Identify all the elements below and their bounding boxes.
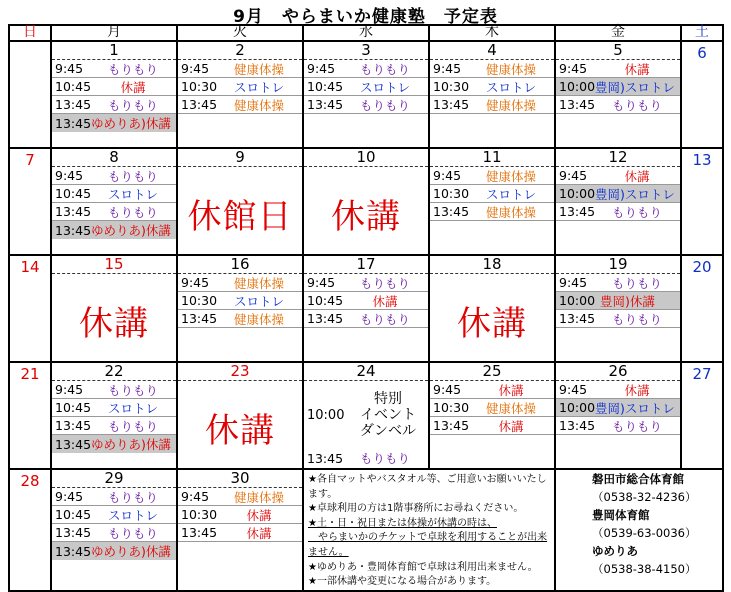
saturday-cell — [681, 41, 723, 148]
class-time: 9:45 — [433, 382, 462, 397]
saturday-cell — [681, 362, 723, 469]
weekday-wed: 水 — [303, 25, 429, 41]
day-number: 15 — [52, 256, 176, 274]
contact-name: 豊岡体育館 — [592, 508, 650, 522]
class-name: 豊岡)スロトレ — [595, 400, 675, 416]
schedule-row — [178, 506, 302, 524]
sunday-cell — [9, 469, 51, 591]
class-time: 10:45 — [307, 79, 344, 94]
schedule-row — [52, 417, 176, 435]
class-name: もりもり — [359, 275, 410, 291]
class-time: 10:00 — [559, 186, 596, 201]
class-time: 13:45 — [307, 311, 344, 326]
class-time: 10:45 — [55, 507, 92, 522]
class-name: 休講 — [624, 61, 650, 77]
schedule-row — [430, 381, 554, 399]
class-time: 9:45 — [55, 489, 84, 504]
schedule-row — [178, 96, 302, 114]
class-time: 10:45 — [55, 79, 92, 94]
schedule-row — [430, 114, 554, 132]
class-name: 健康体操 — [485, 400, 536, 416]
note-line: ★卓球利用の方は1階事務所にお尋ねください。 — [308, 503, 524, 515]
class-name: 豊岡)スロトレ — [595, 79, 675, 95]
schedule-row — [556, 60, 680, 78]
day-number: 4 — [430, 42, 554, 60]
day-number: 16 — [178, 256, 302, 274]
sunday-cell — [9, 148, 51, 255]
contacts-cell — [555, 469, 723, 591]
class-name: 休講 — [498, 382, 524, 398]
day-cell — [51, 255, 177, 362]
schedule-row — [178, 542, 302, 560]
day-cell — [555, 362, 681, 469]
schedule-row — [304, 78, 428, 96]
day-cell — [555, 148, 681, 255]
day-number: 18 — [430, 256, 554, 274]
contact-name: 磐田市総合体育館 — [592, 472, 684, 486]
class-name: もりもり — [611, 311, 662, 327]
schedule-row — [430, 167, 554, 185]
class-name: もりもり — [611, 97, 662, 113]
schedule-row — [304, 328, 428, 346]
class-name: もりもり — [611, 275, 662, 291]
weekday-sat: 土 — [681, 25, 723, 41]
schedule-row — [556, 435, 680, 453]
day-number: 27 — [692, 365, 712, 383]
day-cell — [51, 469, 177, 591]
class-time: 10:00 — [559, 79, 596, 94]
schedule-row — [304, 96, 428, 114]
class-time: 13:45 — [559, 418, 596, 433]
event-line: 特別 — [374, 391, 402, 407]
schedule-row — [430, 399, 554, 417]
sunday-cell — [9, 41, 51, 148]
schedule-row — [52, 524, 176, 542]
schedule-row — [556, 381, 680, 399]
class-name: 健康体操 — [485, 61, 536, 77]
schedule-row — [178, 310, 302, 328]
schedule-row — [430, 221, 554, 239]
class-name: スロトレ — [233, 293, 284, 309]
class-time: 9:45 — [559, 61, 588, 76]
day-cell — [51, 41, 177, 148]
class-time: 10:30 — [181, 79, 218, 94]
sunday-cell — [9, 362, 51, 469]
sunday-cell — [9, 255, 51, 362]
class-name: ゆめりあ)休講 — [91, 223, 171, 238]
day-number: 14 — [20, 258, 40, 276]
schedule-row — [52, 381, 176, 399]
schedule-row — [556, 274, 680, 292]
day-number: 10 — [304, 149, 428, 167]
note-line: やらまいかのチケットで卓球を利用することが出来ません。 — [308, 532, 548, 558]
schedule-row — [556, 292, 680, 310]
day-cell — [429, 255, 555, 362]
week-row — [9, 41, 723, 148]
class-name: ゆめりあ)休講 — [91, 544, 171, 559]
day-cell — [303, 255, 429, 362]
schedule-row — [178, 292, 302, 310]
contact-phone: （0539-63-0036） — [592, 526, 697, 540]
class-name: 健康体操 — [233, 275, 284, 291]
class-time: 13:45 — [307, 450, 344, 466]
class-name: 豊岡)スロトレ — [595, 186, 675, 202]
day-number: 23 — [178, 363, 302, 381]
event-line: イベント — [360, 407, 416, 423]
schedule-row — [178, 328, 302, 346]
schedule-row — [304, 114, 428, 132]
weekday-header-row — [9, 25, 723, 41]
class-name: もりもり — [359, 97, 410, 113]
class-time: 13:45 — [55, 543, 92, 559]
class-time: 13:45 — [55, 115, 92, 131]
class-time: 9:45 — [307, 275, 336, 290]
class-time: 13:45 — [55, 222, 92, 238]
class-name: 豊岡)休講 — [600, 293, 655, 309]
day-cell — [303, 148, 429, 255]
day-number: 13 — [692, 151, 712, 169]
class-name: スロトレ — [107, 186, 158, 202]
day-number: 24 — [304, 363, 428, 381]
schedule-row — [430, 417, 554, 435]
week-row — [9, 362, 723, 469]
schedule-row — [52, 221, 176, 239]
day-cell — [177, 255, 303, 362]
schedule-row — [52, 399, 176, 417]
schedule-row — [52, 114, 176, 132]
class-time: 10:30 — [433, 186, 470, 201]
day-number: 11 — [430, 149, 554, 167]
event-time: 10:00 — [307, 407, 345, 423]
class-name: 健康体操 — [485, 168, 536, 184]
class-time: 13:45 — [181, 525, 218, 540]
schedule-row — [178, 114, 302, 132]
class-name: 健康体操 — [233, 97, 284, 113]
class-time: 13:45 — [433, 418, 470, 433]
event-name — [348, 391, 428, 439]
day-number: 21 — [20, 365, 40, 383]
schedule-row — [556, 328, 680, 346]
schedule-row — [178, 274, 302, 292]
schedule-row — [52, 542, 176, 560]
class-time: 9:45 — [55, 61, 84, 76]
class-name: 健康体操 — [485, 97, 536, 113]
class-name: もりもり — [107, 97, 158, 113]
day-cell — [177, 148, 303, 255]
class-time: 9:45 — [433, 61, 462, 76]
schedule-row — [52, 203, 176, 221]
contact-name: ゆめりあ — [592, 544, 638, 558]
note-line: ★ゆめりあ・豊岡体育館で卓球は利用出来ません。 — [308, 561, 538, 573]
day-number: 29 — [52, 470, 176, 488]
weekday-fri: 金 — [555, 25, 681, 41]
weekday-sun: 日 — [9, 25, 51, 41]
class-name: スロトレ — [485, 79, 536, 95]
schedule-row — [556, 399, 680, 417]
class-name: 休講 — [624, 382, 650, 398]
notes-cell — [303, 469, 555, 591]
schedule-row — [52, 185, 176, 203]
day-cell — [429, 41, 555, 148]
schedule-row — [52, 167, 176, 185]
closed-notice: 休館日 — [187, 197, 293, 237]
class-name: 健康体操 — [233, 61, 284, 77]
class-time: 13:45 — [307, 97, 344, 112]
class-name: もりもり — [359, 61, 410, 77]
class-time: 9:45 — [433, 168, 462, 183]
schedule-row — [52, 60, 176, 78]
class-time: 9:45 — [559, 168, 588, 183]
contact-phone: （0538-38-4150） — [592, 562, 697, 576]
schedule-row — [556, 96, 680, 114]
day-number: 26 — [556, 363, 680, 381]
class-name: もりもり — [611, 204, 662, 220]
day-number: 28 — [20, 472, 40, 490]
schedule-row — [430, 203, 554, 221]
schedule-row — [556, 114, 680, 132]
class-time: 13:45 — [433, 97, 470, 112]
weekday-mon: 月 — [51, 25, 177, 41]
day-number: 7 — [25, 151, 35, 169]
schedule-row — [430, 78, 554, 96]
day-number: 5 — [556, 42, 680, 60]
class-name: スロトレ — [107, 400, 158, 416]
class-time: 9:45 — [55, 382, 84, 397]
schedule-row — [556, 185, 680, 203]
class-name: もりもり — [107, 382, 158, 398]
class-time: 13:45 — [181, 311, 218, 326]
class-name: もりもり — [107, 61, 158, 77]
week-row — [9, 148, 723, 255]
schedule-row — [430, 435, 554, 453]
class-time: 13:45 — [181, 97, 218, 112]
class-name: スロトレ — [485, 186, 536, 202]
day-number: 30 — [178, 470, 302, 488]
day-number: 6 — [697, 44, 707, 62]
contact-phone: （0538-32-4236） — [592, 490, 697, 504]
event-line: ダンベル — [359, 423, 417, 439]
schedule-row — [52, 488, 176, 506]
class-time: 9:45 — [559, 275, 588, 290]
schedule-row — [304, 274, 428, 292]
day-cell — [303, 41, 429, 148]
day-number — [10, 42, 50, 44]
day-number: 3 — [304, 42, 428, 60]
special-event — [304, 381, 428, 449]
day-cell — [51, 362, 177, 469]
note-line: ★一部休講や変更になる場合があります。 — [308, 576, 497, 588]
day-cell — [429, 148, 555, 255]
schedule-row — [556, 310, 680, 328]
schedule-row — [178, 524, 302, 542]
day-cell — [177, 469, 303, 591]
class-time: 9:45 — [559, 382, 588, 397]
class-name: 健康体操 — [233, 311, 284, 327]
schedule-row — [556, 417, 680, 435]
schedule-row — [304, 449, 428, 467]
class-time: 10:45 — [55, 400, 92, 415]
class-name: 健康体操 — [485, 204, 536, 220]
class-name: もりもり — [107, 489, 158, 505]
saturday-cell — [681, 255, 723, 362]
class-time: 13:45 — [55, 525, 92, 540]
class-time: 10:30 — [181, 507, 218, 522]
day-number: 1 — [52, 42, 176, 60]
class-time: 13:45 — [55, 97, 92, 112]
saturday-cell — [681, 148, 723, 255]
day-number: 12 — [556, 149, 680, 167]
class-name: 休講 — [246, 507, 272, 523]
class-name: スロトレ — [359, 79, 410, 95]
class-name: ゆめりあ)休講 — [91, 437, 171, 452]
day-number: 22 — [52, 363, 176, 381]
class-name: ゆめりあ)休講 — [91, 116, 171, 131]
weekday-tue: 火 — [177, 25, 303, 41]
day-cell — [555, 41, 681, 148]
class-time: 10:30 — [181, 293, 218, 308]
day-cell — [51, 148, 177, 255]
contacts-list — [556, 470, 722, 578]
class-name: 休講 — [372, 293, 398, 309]
schedule-row — [52, 506, 176, 524]
class-name: もりもり — [359, 451, 410, 466]
weekday-thu: 木 — [429, 25, 555, 41]
schedule-row — [178, 60, 302, 78]
class-name: 健康体操 — [233, 489, 284, 505]
day-number: 17 — [304, 256, 428, 274]
class-time: 10:00 — [559, 400, 596, 415]
schedule-row — [556, 167, 680, 185]
schedule-row — [430, 60, 554, 78]
class-name: もりもり — [611, 418, 662, 434]
day-cell — [555, 255, 681, 362]
schedule-row — [556, 78, 680, 96]
class-time: 13:45 — [433, 204, 470, 219]
class-name: もりもり — [107, 418, 158, 434]
page-title: 9月 やらまいか健康塾 予定表 — [233, 7, 498, 27]
class-time: 10:45 — [307, 293, 344, 308]
class-name: もりもり — [107, 525, 158, 541]
class-time: 10:45 — [55, 186, 92, 201]
schedule-row — [52, 96, 176, 114]
class-time: 9:45 — [181, 275, 210, 290]
day-number: 9 — [178, 149, 302, 167]
day-number: 2 — [178, 42, 302, 60]
schedule-row — [52, 78, 176, 96]
class-time: 13:45 — [55, 436, 92, 452]
calendar-table — [8, 24, 724, 592]
class-name: スロトレ — [233, 79, 284, 95]
class-name: もりもり — [359, 311, 410, 327]
class-name: もりもり — [107, 204, 158, 220]
class-time: 13:45 — [55, 418, 92, 433]
class-time: 9:45 — [55, 168, 84, 183]
schedule-row — [430, 96, 554, 114]
class-time: 10:30 — [433, 79, 470, 94]
class-time: 13:45 — [559, 97, 596, 112]
class-time: 13:45 — [559, 204, 596, 219]
day-number: 20 — [692, 258, 712, 276]
schedule-row — [304, 310, 428, 328]
schedule-row — [178, 78, 302, 96]
class-time: 10:00 — [559, 293, 596, 308]
class-name: 休講 — [246, 525, 272, 541]
day-cell — [303, 362, 429, 469]
schedule-row — [52, 435, 176, 453]
closed-notice: 休講 — [205, 411, 275, 451]
class-name: 休講 — [498, 418, 524, 434]
week-row — [9, 469, 723, 591]
day-cell — [429, 362, 555, 469]
class-time: 10:30 — [433, 400, 470, 415]
class-name: スロトレ — [107, 507, 158, 523]
closed-notice: 休講 — [331, 197, 401, 237]
day-number: 8 — [52, 149, 176, 167]
class-time: 9:45 — [181, 61, 210, 76]
day-cell — [177, 362, 303, 469]
closed-notice: 休講 — [457, 304, 527, 344]
schedule-row — [430, 185, 554, 203]
note-line: ★土・日・祝日または体操が休講の時は、 — [308, 517, 497, 529]
schedule-row — [178, 488, 302, 506]
day-number: 25 — [430, 363, 554, 381]
class-name: 休講 — [120, 79, 146, 95]
day-number: 19 — [556, 256, 680, 274]
schedule-row — [556, 221, 680, 239]
class-name: もりもり — [107, 168, 158, 184]
class-time: 9:45 — [307, 61, 336, 76]
class-time: 9:45 — [181, 489, 210, 504]
schedule-row — [556, 203, 680, 221]
week-row — [9, 255, 723, 362]
day-cell — [177, 41, 303, 148]
schedule-row — [304, 292, 428, 310]
schedule-row — [304, 60, 428, 78]
note-line: ★各自マットやバスタオル等、ご用意いお願いいたします。 — [308, 474, 547, 500]
closed-notice: 休講 — [79, 304, 149, 344]
class-time: 13:45 — [55, 204, 92, 219]
notes-list — [304, 470, 554, 590]
class-time: 13:45 — [559, 311, 596, 326]
class-name: 休講 — [624, 168, 650, 184]
